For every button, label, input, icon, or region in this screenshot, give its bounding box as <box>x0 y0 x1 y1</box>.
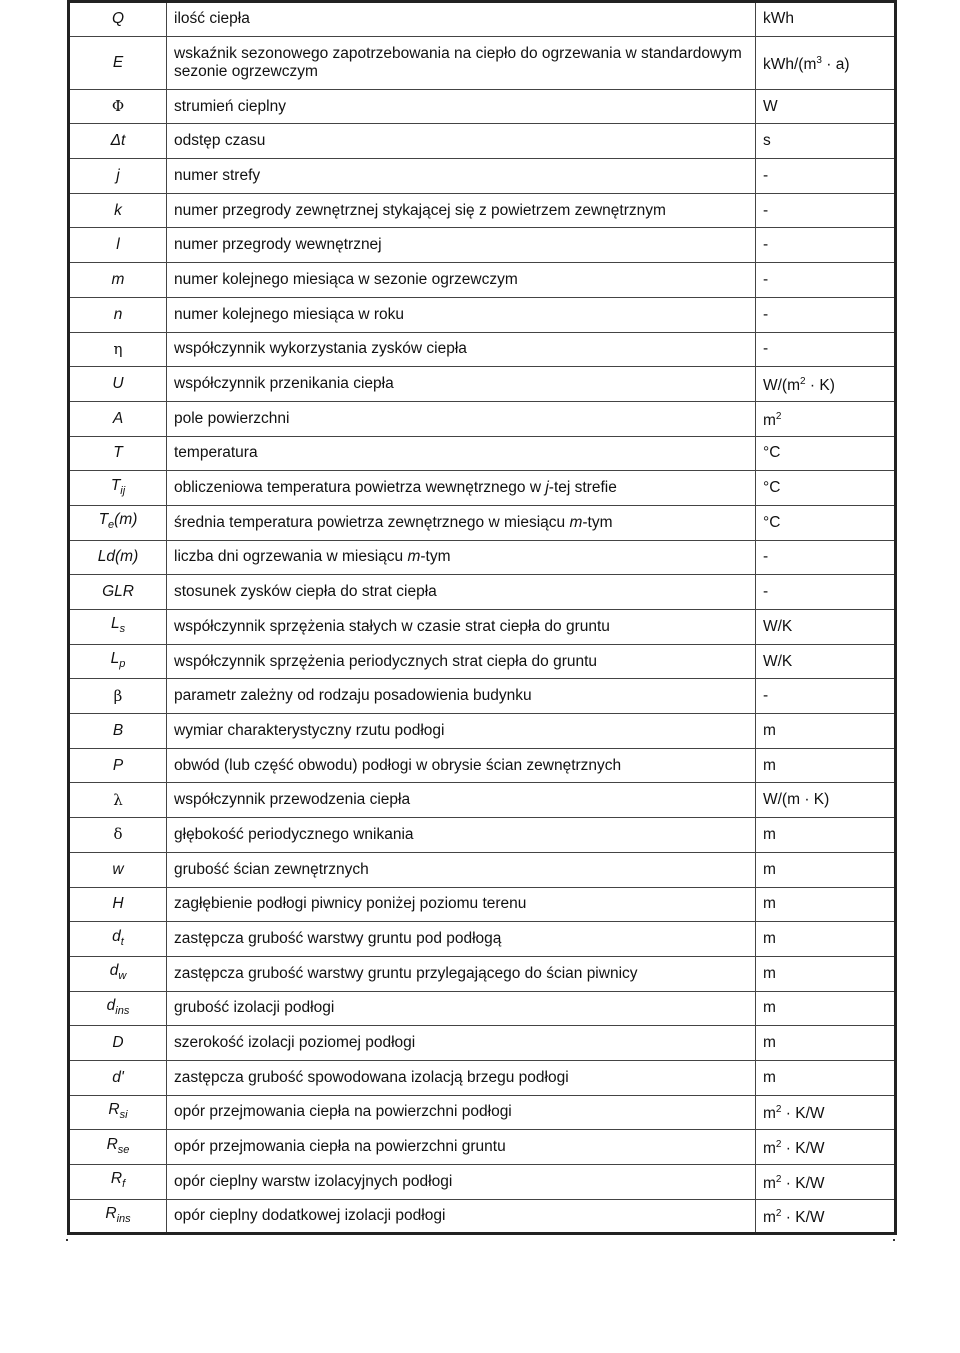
symbol-cell <box>69 644 167 679</box>
description: numer strefy <box>174 166 261 184</box>
table-row <box>69 956 896 991</box>
symbol-subscript: w <box>118 970 127 983</box>
table-row <box>69 193 896 228</box>
unit: °C <box>763 444 781 462</box>
symbol-cell <box>69 818 167 853</box>
unit-part: kWh/(m <box>763 55 817 73</box>
unit-part: m <box>763 1140 776 1158</box>
unit-part: m <box>763 1174 776 1192</box>
unit: m <box>763 860 776 878</box>
table-row <box>69 1026 896 1061</box>
symbol-cell <box>69 748 167 783</box>
unit-cell <box>756 1026 896 1061</box>
description-cell <box>167 36 756 89</box>
description-cell <box>167 644 756 679</box>
symbol-subscript: ins <box>116 1212 131 1225</box>
unit-cell <box>756 956 896 991</box>
unit-part: m <box>763 1105 776 1123</box>
description-cell <box>167 679 756 714</box>
symbol-cell <box>69 1060 167 1095</box>
symbol-subscript: s <box>119 623 126 636</box>
unit: - <box>763 270 769 288</box>
unit-cell <box>756 852 896 887</box>
unit: - <box>763 340 769 358</box>
unit: - <box>763 166 769 184</box>
unit-cell <box>756 124 896 159</box>
description: parametr zależny od rodzaju posadowienia budynku <box>174 687 532 705</box>
description: współczynnik przewodzenia ciepła <box>174 791 411 809</box>
symbol-cell <box>69 783 167 818</box>
description: zastępcza grubość spowodowana izolacją brzegu podłogi <box>174 1068 569 1086</box>
description: współczynnik sprzężenia periodycznych strat ciepła do gruntu <box>174 652 598 670</box>
symbol: A <box>112 409 124 427</box>
symbol-cell <box>69 367 167 402</box>
unit: - <box>763 548 769 566</box>
unit-exponent: 2 <box>775 1104 782 1116</box>
table-row <box>69 124 896 159</box>
symbol: E <box>112 53 124 71</box>
symbol: H <box>112 895 124 913</box>
unit-cell <box>756 1165 896 1200</box>
description-cell <box>167 818 756 853</box>
symbol-cell <box>69 852 167 887</box>
symbol: β <box>113 686 123 705</box>
page-mark-right <box>893 1239 895 1241</box>
unit-cell <box>756 159 896 194</box>
unit: m <box>763 930 776 948</box>
description-cell <box>167 1130 756 1165</box>
unit-cell <box>756 471 896 506</box>
description: grubość ścian zewnętrznych <box>174 860 369 878</box>
unit-cell <box>756 818 896 853</box>
unit-exponent: 2 <box>775 410 782 422</box>
symbols-table-body <box>69 2 896 1234</box>
unit-part: · a) <box>821 55 850 73</box>
table-row <box>69 332 896 367</box>
table-row <box>69 471 896 506</box>
description: opór przejmowania ciepła na powierzchni podłogi <box>174 1103 512 1121</box>
symbol-cell <box>69 401 167 436</box>
unit-cell <box>756 1060 896 1095</box>
unit-cell <box>756 644 896 679</box>
unit: W/K <box>763 617 793 635</box>
unit-exponent: 2 <box>775 1208 782 1220</box>
table-row <box>69 679 896 714</box>
table-row <box>69 263 896 298</box>
symbol: Δt <box>110 132 126 150</box>
unit-cell <box>756 401 896 436</box>
symbol-subscript: ij <box>120 484 126 497</box>
table-row <box>69 1095 896 1130</box>
description: wskaźnik sezonowego zapotrzebowania na ciepło do ogrzewania w standardowym sezonie ogrzewczym <box>174 44 742 80</box>
symbol-cell <box>69 575 167 610</box>
description-cell <box>167 540 756 575</box>
symbol: D <box>112 1034 124 1052</box>
table-row <box>69 540 896 575</box>
description-cell <box>167 1095 756 1130</box>
symbol: Ld <box>97 548 115 566</box>
unit-cell <box>756 991 896 1026</box>
unit: m <box>763 1068 776 1086</box>
unit-part: · K/W <box>781 1174 825 1192</box>
description-cell <box>167 89 756 124</box>
table-row <box>69 644 896 679</box>
unit-cell <box>756 263 896 298</box>
symbol: T <box>113 444 123 462</box>
unit: - <box>763 236 769 254</box>
symbol-cell <box>69 228 167 263</box>
symbol: w <box>112 860 124 878</box>
symbol: R <box>108 1100 120 1118</box>
table-row <box>69 401 896 436</box>
table-row <box>69 2 896 37</box>
description-cell <box>167 887 756 922</box>
unit-cell <box>756 505 896 540</box>
symbol-suffix: (m) <box>115 548 139 566</box>
symbol-cell <box>69 991 167 1026</box>
symbol: k <box>114 201 122 219</box>
symbol: j <box>116 166 120 184</box>
unit: m <box>763 1034 776 1052</box>
symbol-subscript: p <box>119 658 126 671</box>
description-part: średnia temperatura powietrza zewnętrznego w miesiącu <box>174 513 570 531</box>
symbol-cell <box>69 36 167 89</box>
symbol-cell <box>69 297 167 332</box>
unit-part: · K/W <box>781 1140 825 1158</box>
description-cell <box>167 124 756 159</box>
symbol: l <box>116 236 120 254</box>
symbol-subscript: ins <box>115 1004 130 1017</box>
unit: m <box>763 721 776 739</box>
description-cell <box>167 783 756 818</box>
description-cell <box>167 852 756 887</box>
description: zastępcza grubość warstwy gruntu przylegającego do ścian piwnicy <box>174 964 638 982</box>
symbol: m <box>111 270 125 288</box>
symbol-cell <box>69 956 167 991</box>
unit-cell <box>756 748 896 783</box>
unit: - <box>763 201 769 219</box>
description: numer przegrody zewnętrznej stykającej się z powietrzem zewnętrznym <box>174 201 666 219</box>
description-part: -tym <box>420 548 451 566</box>
description-part: -tej strefie <box>548 479 617 497</box>
unit-exponent: 2 <box>775 1173 782 1185</box>
unit: W/(m · K) <box>763 791 830 809</box>
description-cell <box>167 1026 756 1061</box>
description-cell <box>167 748 756 783</box>
symbol-subscript: si <box>119 1108 128 1121</box>
unit-cell <box>756 436 896 471</box>
unit: W <box>763 97 778 115</box>
description-cell <box>167 367 756 402</box>
description: ilość ciepła <box>174 10 250 28</box>
description: opór przejmowania ciepła na powierzchni gruntu <box>174 1138 506 1156</box>
description: odstęp czasu <box>174 132 266 150</box>
symbol-cell <box>69 505 167 540</box>
unit-cell <box>756 36 896 89</box>
symbols-table <box>67 0 897 1235</box>
description-cell <box>167 2 756 37</box>
symbol-cell <box>69 679 167 714</box>
page-mark-left <box>66 1239 68 1241</box>
table-row <box>69 783 896 818</box>
unit: °C <box>763 479 781 497</box>
symbol: U <box>112 375 124 393</box>
symbol-cell <box>69 1026 167 1061</box>
description-part: -tym <box>582 513 613 531</box>
symbol: T <box>98 511 109 529</box>
unit: m <box>763 964 776 982</box>
unit: m <box>763 756 776 774</box>
symbol-cell <box>69 263 167 298</box>
symbol-cell <box>69 193 167 228</box>
description-cell <box>167 1199 756 1234</box>
unit-cell <box>756 332 896 367</box>
table-row <box>69 1130 896 1165</box>
symbol-cell <box>69 1130 167 1165</box>
description: współczynnik przenikania ciepła <box>174 375 394 393</box>
unit-exponent: 2 <box>775 1139 782 1151</box>
unit-part: · K/W <box>781 1209 825 1227</box>
symbol-cell <box>69 332 167 367</box>
symbol-subscript: e <box>108 519 115 532</box>
description: współczynnik sprzężenia stałych w czasie strat ciepła do gruntu <box>174 617 610 635</box>
table-row <box>69 922 896 957</box>
table-row <box>69 852 896 887</box>
symbol-cell <box>69 610 167 645</box>
description-cell <box>167 436 756 471</box>
unit-cell <box>756 2 896 37</box>
description-cell <box>167 193 756 228</box>
symbol-cell <box>69 1165 167 1200</box>
symbol-cell <box>69 124 167 159</box>
unit: s <box>763 132 771 150</box>
description: grubość izolacji podłogi <box>174 999 335 1017</box>
symbol-cell <box>69 922 167 957</box>
description-cell <box>167 956 756 991</box>
unit-cell <box>756 367 896 402</box>
symbol: η <box>113 339 123 358</box>
unit-part: · K) <box>805 377 835 395</box>
unit-cell <box>756 89 896 124</box>
unit-cell <box>756 193 896 228</box>
description: opór cieplny dodatkowej izolacji podłogi <box>174 1207 446 1225</box>
symbol: d <box>106 996 116 1014</box>
table-row <box>69 89 896 124</box>
unit-part: W/(m <box>763 377 801 395</box>
symbol-cell <box>69 436 167 471</box>
unit: m <box>763 825 776 843</box>
description: zastępcza grubość warstwy gruntu pod podłogą <box>174 930 502 948</box>
table-row <box>69 228 896 263</box>
table-row <box>69 36 896 89</box>
description-cell <box>167 505 756 540</box>
description-cell <box>167 991 756 1026</box>
unit-cell <box>756 228 896 263</box>
symbol-cell <box>69 887 167 922</box>
description: szerokość izolacji poziomej podłogi <box>174 1034 416 1052</box>
description-cell <box>167 228 756 263</box>
description-cell <box>167 471 756 506</box>
symbol-cell <box>69 89 167 124</box>
description: głębokość periodycznego wnikania <box>174 825 414 843</box>
symbol-cell <box>69 1199 167 1234</box>
unit: - <box>763 583 769 601</box>
description-part: m <box>569 513 583 531</box>
description: strumień cieplny <box>174 97 286 115</box>
table-row <box>69 1165 896 1200</box>
symbol: GLR <box>102 583 134 601</box>
table-row <box>69 1060 896 1095</box>
unit-cell <box>756 575 896 610</box>
description-part: liczba dni ogrzewania w miesiącu <box>174 548 408 566</box>
unit-cell <box>756 714 896 749</box>
unit-exponent: 2 <box>800 376 806 388</box>
unit-part: · K/W <box>781 1105 825 1123</box>
table-row <box>69 714 896 749</box>
symbol: n <box>113 305 123 323</box>
symbol: R <box>106 1135 118 1153</box>
unit-cell <box>756 679 896 714</box>
table-row <box>69 991 896 1026</box>
symbol: L <box>110 615 120 633</box>
symbol: B <box>112 721 124 739</box>
unit: kWh <box>763 10 794 28</box>
description: stosunek zysków ciepła do strat ciepła <box>174 583 437 601</box>
unit: - <box>763 305 769 323</box>
unit-part: m <box>763 1209 776 1227</box>
unit-exponent: 3 <box>816 54 822 66</box>
symbol-cell <box>69 714 167 749</box>
table-row <box>69 1199 896 1234</box>
symbol-suffix: (m) <box>114 511 138 529</box>
description: pole powierzchni <box>174 409 290 427</box>
symbol: Φ <box>111 97 125 116</box>
description-cell <box>167 1060 756 1095</box>
symbol: Q <box>111 10 125 28</box>
description-part: obliczeniowa temperatura powietrza wewnętrznego w <box>174 479 546 497</box>
description-cell <box>167 159 756 194</box>
description: numer przegrody wewnętrznej <box>174 236 382 254</box>
description: numer kolejnego miesiąca w roku <box>174 305 405 323</box>
description-cell <box>167 263 756 298</box>
table-row <box>69 818 896 853</box>
description-part: j <box>545 479 549 497</box>
description-cell <box>167 714 756 749</box>
unit-cell <box>756 783 896 818</box>
symbol: R <box>105 1204 117 1222</box>
symbol: d' <box>112 1068 124 1086</box>
table-row <box>69 887 896 922</box>
unit: m <box>763 999 776 1017</box>
unit-cell <box>756 297 896 332</box>
table-row <box>69 297 896 332</box>
unit-cell <box>756 887 896 922</box>
description-cell <box>167 401 756 436</box>
description-part: m <box>407 548 421 566</box>
unit: - <box>763 687 769 705</box>
description: wymiar charakterystyczny rzutu podłogi <box>174 721 445 739</box>
description-cell <box>167 575 756 610</box>
symbol-cell <box>69 159 167 194</box>
symbol: P <box>112 756 124 774</box>
unit-cell <box>756 540 896 575</box>
description: współczynnik wykorzystania zysków ciepła <box>174 340 467 358</box>
description-cell <box>167 1165 756 1200</box>
unit-cell <box>756 1095 896 1130</box>
symbol: T <box>110 476 121 494</box>
unit: m <box>763 895 776 913</box>
symbol-subscript: se <box>117 1143 130 1156</box>
description: numer kolejnego miesiąca w sezonie ogrzewczym <box>174 270 518 288</box>
description: zagłębienie podłogi piwnicy poniżej poziomu terenu <box>174 895 527 913</box>
unit-cell <box>756 922 896 957</box>
symbol: d <box>112 927 121 945</box>
unit-cell <box>756 1130 896 1165</box>
table-row <box>69 367 896 402</box>
description: temperatura <box>174 444 258 462</box>
description: obwód (lub część obwodu) podłogi w obrysie ścian zewnętrznych <box>174 756 622 774</box>
table-row <box>69 436 896 471</box>
symbol-cell <box>69 1095 167 1130</box>
description-cell <box>167 332 756 367</box>
symbol-subscript: t <box>120 935 124 948</box>
symbol-subscript: f <box>122 1178 126 1191</box>
table-row <box>69 505 896 540</box>
table-row <box>69 748 896 783</box>
unit: °C <box>763 513 781 531</box>
symbol: δ <box>113 825 123 844</box>
table-row <box>69 159 896 194</box>
description-cell <box>167 922 756 957</box>
table-row <box>69 575 896 610</box>
unit-cell <box>756 610 896 645</box>
symbol: λ <box>113 790 123 809</box>
description-cell <box>167 297 756 332</box>
unit: W/K <box>763 652 793 670</box>
symbol-cell <box>69 471 167 506</box>
symbol: d <box>109 962 119 980</box>
description-cell <box>167 610 756 645</box>
symbol-cell <box>69 540 167 575</box>
unit-cell <box>756 1199 896 1234</box>
unit-part: m <box>763 411 776 429</box>
description: opór cieplny warstw izolacyjnych podłogi <box>174 1172 453 1190</box>
symbol: L <box>110 650 120 668</box>
table-row <box>69 610 896 645</box>
symbol: R <box>110 1170 123 1188</box>
symbol-cell <box>69 2 167 37</box>
